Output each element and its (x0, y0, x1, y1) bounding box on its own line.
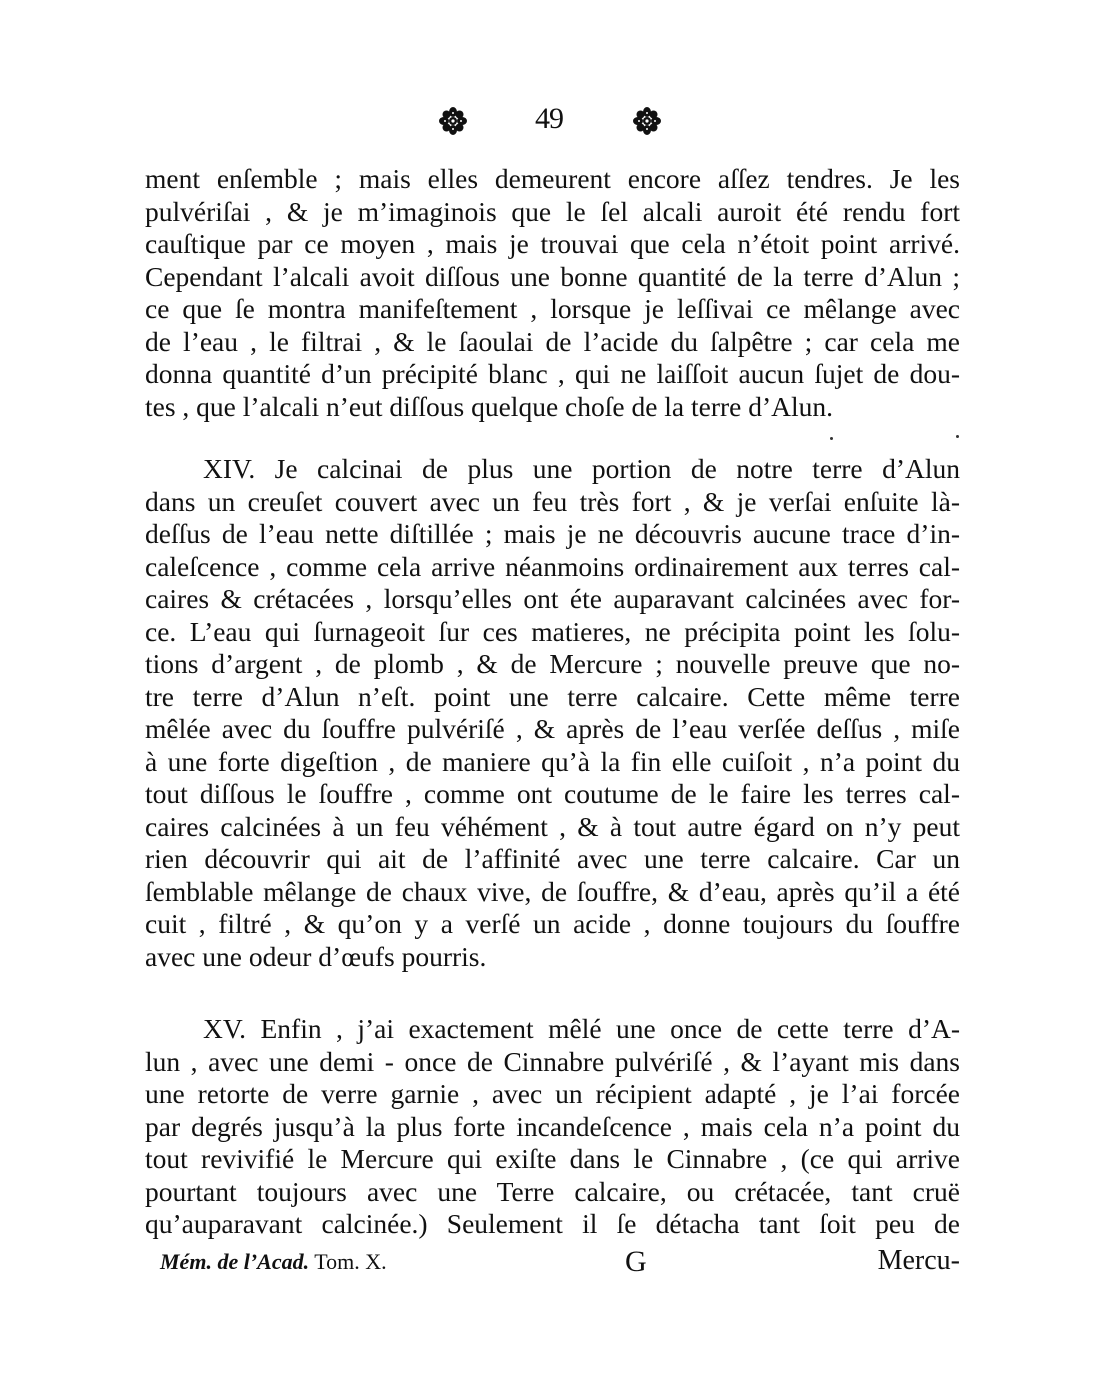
text-line: ce que ſe montra manifeſtement , lorsque je leſſivai ce mêlange avec (145, 293, 960, 324)
text-line: cauſtique par ce moyen , mais je trouvai que cela n’étoit point arrivé. (145, 228, 960, 259)
text-line: tre terre d’Alun n’eſt. point une terre calcaire. Cette même terre (145, 680, 960, 712)
text-line: caires & crétacées , lorsqu’elles ont éte auparavant calcinées avec for- (145, 583, 960, 614)
print-speck (956, 435, 959, 438)
paragraph-xv (145, 1013, 960, 1241)
text-line: lun , avec une demi - once de Cinnabre pulvériſé , & l’ayant mis dans (145, 1045, 960, 1077)
text-line: caleſcence , comme cela arrive néanmoins ordinairement aux terres cal- (145, 550, 960, 582)
text-line: une retorte de verre garnie , avec un récipient adapté , je l’ai forcée (145, 1078, 960, 1109)
text-line: cuit , filtré , & qu’on y a verſé un acide , donne toujours du ſouffre (145, 908, 960, 939)
journal-abbreviation: Mém. de l’Acad. (160, 1249, 310, 1274)
volume-number: Tom. X. (309, 1249, 387, 1274)
text-line: deſſus de l’eau nette diſtillée ; mais je ne découvris aucune trace d’in- (145, 518, 960, 549)
text-line: dans un creuſet couvert avec un feu très fort , & je verſai enſuite là- (145, 485, 960, 517)
text-line: qu’auparavant calcinée.) Seulement il ſe détacha tant ſoit peu de (145, 1208, 960, 1239)
paragraph-xiv (145, 453, 960, 973)
text-line: caires calcinées à un feu véhément , & à tout autre égard on n’y peut (145, 810, 960, 842)
print-speck (830, 437, 833, 440)
paragraph-continuation (145, 163, 960, 423)
text-line: par degrés jusqu’à la plus forte incandeſcence , mais cela n’a point du (145, 1110, 960, 1142)
text-line: Cependant l’alcali avoit diſſous une bonne quantité de la terre d’Alun ; (145, 260, 960, 292)
signature-mark: G (625, 1245, 647, 1278)
floral-ornament-icon (632, 106, 662, 136)
text-line: ment enſemble ; mais elles demeurent encore aſſez tendres. Je les (145, 163, 960, 194)
signature-line (160, 1249, 387, 1275)
text-line: mêlée avec du ſouffre pulvériſé , & après de l’eau verſée deſſus , miſe (145, 713, 960, 744)
text-line: tout diſſous le ſouffre , comme ont coutume de le faire les terres cal- (145, 778, 960, 809)
text-line: tions d’argent , de plomb , & de Mercure ; nouvelle preuve que no- (145, 648, 960, 679)
text-line: donna quantité d’un précipité blanc , qui ne laiſſoit aucun ſujet de dou- (145, 358, 960, 389)
page-header (0, 100, 1100, 150)
text-line: avec une odeur d’œufs pourris. (145, 940, 487, 972)
text-line: rien découvrir qui ait de l’affinité avec une terre calcaire. Car un (145, 843, 960, 874)
text-line: XIV. Je calcinai de plus une portion de notre terre d’Alun (203, 453, 960, 484)
page-footer (160, 1245, 960, 1281)
text-line: ce. L’eau qui ſurnageoit ſur ces matieres, ne précipita point les ſolu- (145, 615, 960, 647)
catchword: Mercu- (877, 1245, 960, 1276)
text-line: ſemblable mêlange de chaux vive, de ſouffre, & d’eau, après qu’il a été (145, 875, 960, 907)
text-line: à une forte digeſtion , de maniere qu’à la fin elle cuiſoit , n’a point du (145, 745, 960, 777)
text-line: tout revivifié le Mercure qui exiſte dans le Cinnabre , (ce qui arrive (145, 1143, 960, 1174)
floral-ornament-icon (438, 106, 468, 136)
text-line: XV. Enfin , j’ai exactement mêlé une once de cette terre d’A- (203, 1013, 960, 1044)
text-line: pourtant toujours avec une Terre calcaire, ou crétacée, tant cruë (145, 1175, 960, 1207)
text-line: pulvériſai , & je m’imaginois que le ſel alcali auroit été rendu fort (145, 195, 960, 227)
text-line: tes , que l’alcali n’eut diſſous quelque choſe de la terre d’Alun. (145, 390, 834, 422)
text-line: de l’eau , le filtrai , & le ſaoulai de l’acide du ſalpêtre ; car cela me (145, 325, 960, 357)
page-number: 49 (535, 102, 563, 135)
